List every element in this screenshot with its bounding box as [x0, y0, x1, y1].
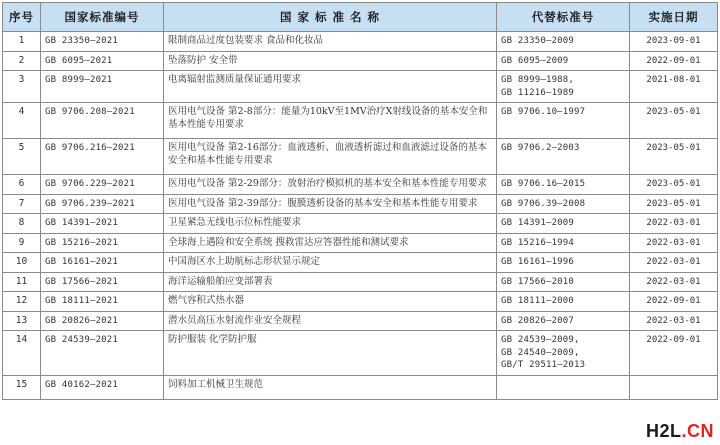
standard-code: GB 9706.208—2021 — [41, 103, 164, 139]
table-row — [3, 292, 718, 312]
standard-code: GB 9706.216—2021 — [41, 139, 164, 175]
standard-name: 潜水员高压水射流作业安全规程 — [164, 311, 497, 331]
replaced-standards — [497, 253, 630, 273]
table-row — [3, 103, 718, 139]
row-number: 14 — [3, 331, 41, 376]
standard-code: GB 23350—2021 — [41, 32, 164, 52]
standard-name: 医用电气设备 第2-8部分：能量为10kV至1MV治疗X射线设备的基本安全和基本性能专用要求 — [164, 103, 497, 139]
table-row — [3, 311, 718, 331]
row-number: 13 — [3, 311, 41, 331]
row-number: 2 — [3, 51, 41, 71]
effective-date: 2022-03-01 — [630, 311, 718, 331]
header-no: 序号 — [3, 3, 41, 32]
header-name: 国 家 标 准 名 称 — [164, 3, 497, 32]
row-number: 1 — [3, 32, 41, 52]
replaced-standards — [497, 214, 630, 234]
standard-name: 医用电气设备 第2-16部分：血液透析、血液透析滤过和血液滤过设备的基本安全和基本性能专用要求 — [164, 139, 497, 175]
table-row — [3, 331, 718, 376]
replaced-standard-line: GB 24539—2009, — [501, 335, 580, 345]
standard-name: 中国海区水上助航标志形状显示规定 — [164, 253, 497, 273]
header-row — [3, 3, 718, 32]
header-date: 实施日期 — [630, 3, 718, 32]
row-number: 9 — [3, 233, 41, 253]
standards-table — [2, 2, 718, 400]
effective-date: 2023-05-01 — [630, 194, 718, 214]
replaced-standard-line: GB 9706.10—1997 — [501, 107, 586, 117]
replaced-standard-line: GB 23350—2009 — [501, 36, 575, 46]
row-number: 3 — [3, 71, 41, 103]
effective-date: 2022-09-01 — [630, 292, 718, 312]
replaced-standards — [497, 375, 630, 399]
standard-code: GB 9706.229—2021 — [41, 175, 164, 195]
replaced-standards — [497, 233, 630, 253]
replaced-standards — [497, 311, 630, 331]
replaced-standard-line: GB 9706.2—2003 — [501, 143, 580, 153]
standard-name: 电离辐射监测质量保证通用要求 — [164, 71, 497, 103]
replaced-standard-line: GB 15216—1994 — [501, 237, 575, 248]
replaced-standard-line: GB 9706.39—2008 — [501, 198, 586, 209]
replaced-standard-line: GB 24540—2009, — [501, 347, 580, 358]
standard-name: 医用电气设备 第2-39部分：腹膜透析设备的基本安全和基本性能专用要求 — [164, 194, 497, 214]
effective-date: 2023-09-01 — [630, 32, 718, 52]
replaced-standards — [497, 331, 630, 376]
effective-date: 2023-05-01 — [630, 139, 718, 175]
replaced-standards — [497, 71, 630, 103]
replaced-standards — [497, 175, 630, 195]
effective-date: 2022-03-01 — [630, 233, 718, 253]
table-row — [3, 139, 718, 175]
standard-code: GB 40162—2021 — [41, 375, 164, 399]
standard-name: 饲料加工机械卫生规范 — [164, 375, 497, 399]
watermark-logo — [646, 421, 714, 442]
effective-date: 2022-03-01 — [630, 214, 718, 234]
table-row — [3, 214, 718, 234]
replaced-standard-line: GB 9706.16—2015 — [501, 179, 586, 189]
row-number: 5 — [3, 139, 41, 175]
replaced-standard-line: GB 18111—2000 — [501, 296, 575, 306]
effective-date — [630, 375, 718, 399]
standard-name: 防护服装 化学防护服 — [164, 331, 497, 376]
row-number: 6 — [3, 175, 41, 195]
table-body — [3, 32, 718, 400]
standard-name: 卫星紧急无线电示位标性能要求 — [164, 214, 497, 234]
replaced-standard-line: GB 8999—1988, — [501, 75, 575, 85]
effective-date: 2021-08-01 — [630, 71, 718, 103]
standard-code: GB 8999—2021 — [41, 71, 164, 103]
row-number: 7 — [3, 194, 41, 214]
replaced-standard-line: GB 17566—2010 — [501, 276, 575, 287]
row-number: 4 — [3, 103, 41, 139]
header-replaces: 代替标准号 — [497, 3, 630, 32]
replaced-standards — [497, 51, 630, 71]
effective-date: 2022-03-01 — [630, 253, 718, 273]
row-number: 8 — [3, 214, 41, 234]
table-row — [3, 51, 718, 71]
replaced-standards — [497, 292, 630, 312]
watermark-part2: .CN — [681, 421, 714, 441]
standard-name: 燃气容积式热水器 — [164, 292, 497, 312]
row-number: 10 — [3, 253, 41, 273]
table-row — [3, 175, 718, 195]
replaced-standard-line: GB 11216—1989 — [501, 87, 575, 98]
standard-code: GB 9706.239—2021 — [41, 194, 164, 214]
table-row — [3, 253, 718, 273]
effective-date: 2022-09-01 — [630, 331, 718, 376]
replaced-standards — [497, 139, 630, 175]
standard-name: 全球海上遇险和安全系统 搜救雷达应答器性能和测试要求 — [164, 233, 497, 253]
header-code: 国家标准编号 — [41, 3, 164, 32]
standard-name: 限制商品过度包装要求 食品和化妆品 — [164, 32, 497, 52]
table-row — [3, 233, 718, 253]
standard-name: 医用电气设备 第2-29部分：放射治疗模拟机的基本安全和基本性能专用要求 — [164, 175, 497, 195]
standard-name: 坠落防护 安全带 — [164, 51, 497, 71]
standard-code: GB 14391—2021 — [41, 214, 164, 234]
replaced-standards — [497, 103, 630, 139]
standard-code: GB 15216—2021 — [41, 233, 164, 253]
row-number: 15 — [3, 375, 41, 399]
standard-code: GB 20826—2021 — [41, 311, 164, 331]
replaced-standards — [497, 194, 630, 214]
standard-code: GB 24539—2021 — [41, 331, 164, 376]
table-row — [3, 272, 718, 292]
standard-code: GB 17566—2021 — [41, 272, 164, 292]
table-row — [3, 32, 718, 52]
replaced-standard-line: GB 20826—2007 — [501, 315, 575, 326]
replaced-standard-line: GB 6095—2009 — [501, 55, 569, 66]
row-number: 11 — [3, 272, 41, 292]
effective-date: 2022-09-01 — [630, 51, 718, 71]
standard-code: GB 16161—2021 — [41, 253, 164, 273]
row-number: 12 — [3, 292, 41, 312]
replaced-standards — [497, 32, 630, 52]
table-row — [3, 71, 718, 103]
replaced-standards — [497, 272, 630, 292]
standard-code: GB 6095—2021 — [41, 51, 164, 71]
table-row — [3, 375, 718, 399]
replaced-standard-line: GB/T 29511—2013 — [501, 360, 586, 370]
replaced-standard-line: GB 16161—1996 — [501, 257, 575, 267]
replaced-standard-line: GB 14391—2009 — [501, 218, 575, 228]
table-row — [3, 194, 718, 214]
watermark-part1: H2L — [645, 421, 682, 441]
effective-date: 2022-03-01 — [630, 272, 718, 292]
standard-name: 海洋运输船舶应变部署表 — [164, 272, 497, 292]
effective-date: 2023-05-01 — [630, 175, 718, 195]
effective-date: 2023-05-01 — [630, 103, 718, 139]
standard-code: GB 18111—2021 — [41, 292, 164, 312]
